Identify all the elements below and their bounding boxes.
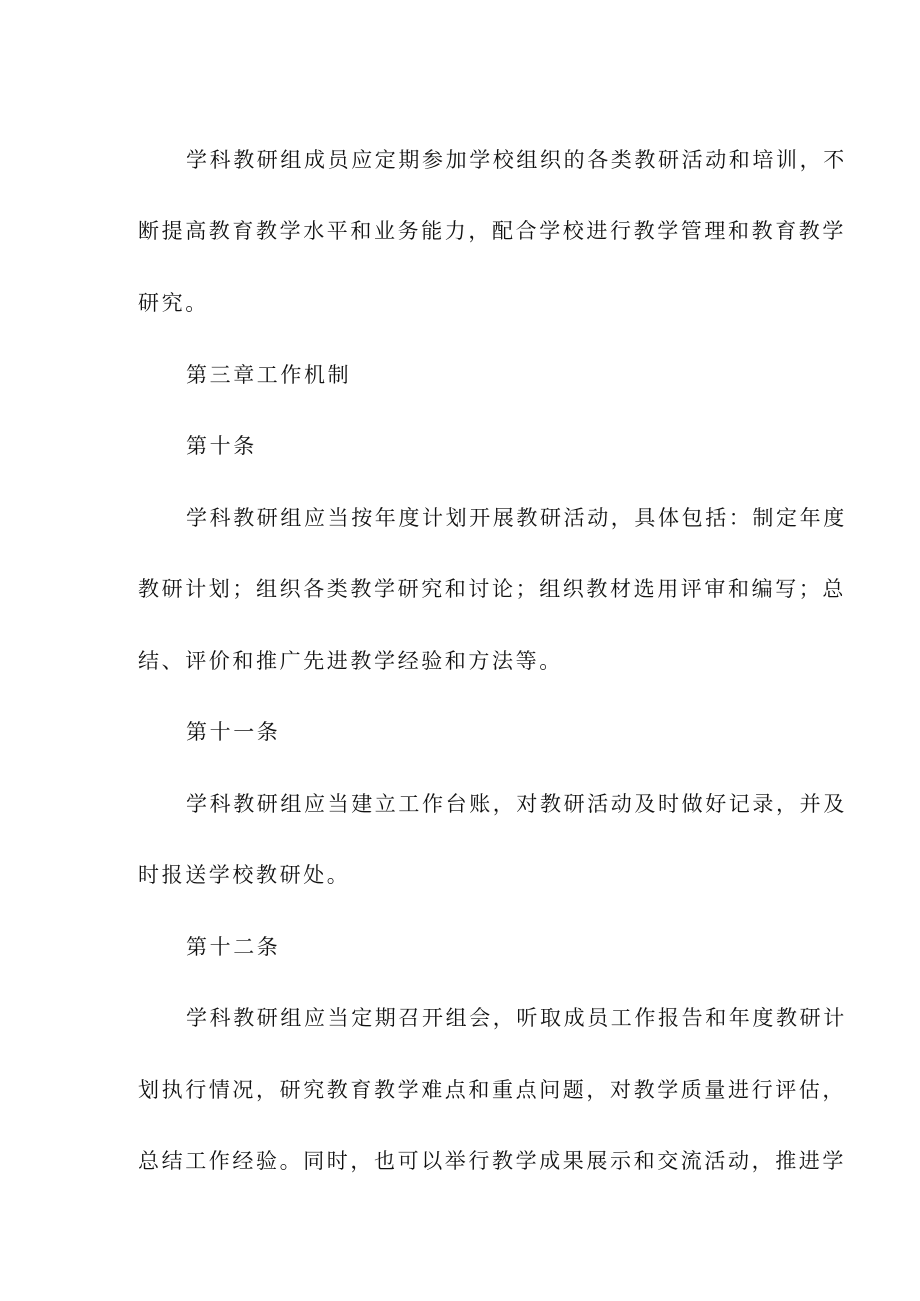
paragraph-line: 总结工作经验。同时，也可以举行教学成果展示和交流活动，推进学 [138, 1149, 846, 1173]
paragraph-line: 结、评价和推广先进教学经验和方法等。 [138, 649, 563, 673]
article-heading: 第十一条 [186, 720, 281, 744]
article-heading: 第十条 [186, 434, 257, 458]
paragraph-line: 学科教研组成员应定期参加学校组织的各类教研活动和培训，不 [186, 148, 847, 172]
paragraph-line: 教研计划；组织各类教学研究和讨论；组织教材选用评审和编写；总 [138, 577, 846, 601]
paragraph-line: 划执行情况，研究教育教学难点和重点问题，对教学质量进行评估， [138, 1078, 846, 1102]
paragraph-line: 学科教研组应当定期召开组会，听取成员工作报告和年度教研计 [186, 1006, 847, 1030]
paragraph-line: 断提高教育教学水平和业务能力，配合学校进行教学管理和教育教学 [138, 219, 846, 243]
paragraph-line: 学科教研组应当建立工作台账，对教研活动及时做好记录，并及 [186, 792, 847, 816]
paragraph-line: 研究。 [138, 291, 209, 315]
article-heading: 第十二条 [186, 935, 281, 959]
paragraph-line: 时报送学校教研处。 [138, 863, 351, 887]
paragraph-line: 学科教研组应当按年度计划开展教研活动，具体包括：制定年度 [186, 506, 847, 530]
chapter-heading: 第三章工作机制 [186, 363, 352, 387]
